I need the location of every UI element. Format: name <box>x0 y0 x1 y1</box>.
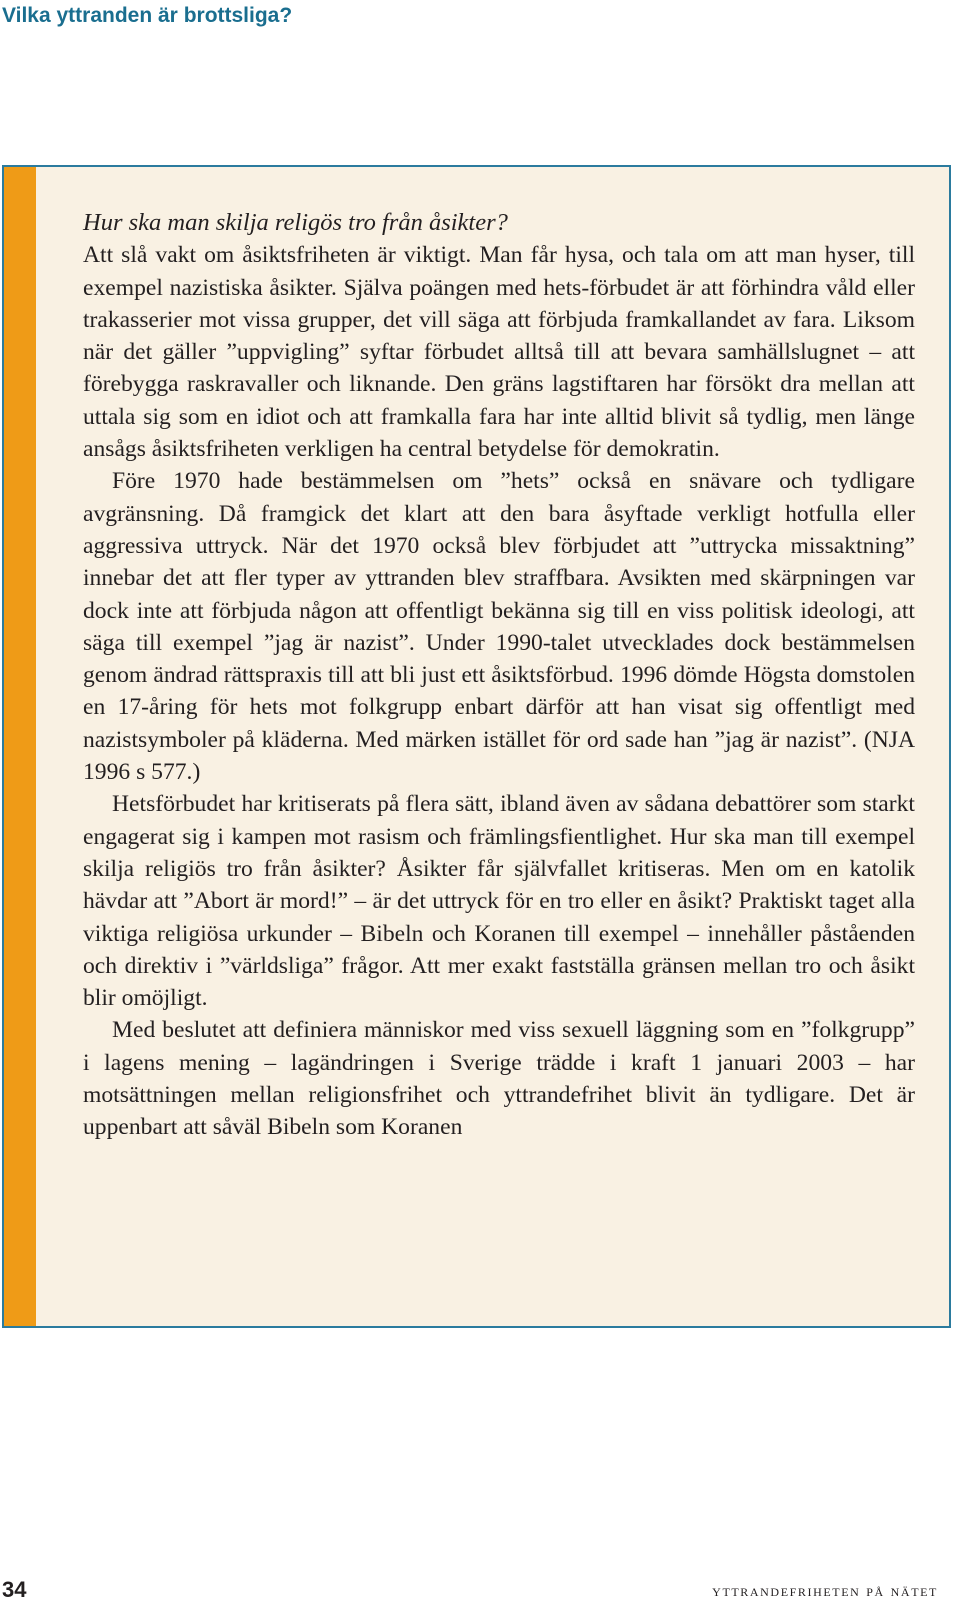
box-paragraph-3: Hetsförbudet har kritiserats på flera sätt, ibland även av sådana debattörer som starkt engagerat sig i kampen mot rasism och främlingsfientlighet. Hur ska man till exempel skilja religiös tro från åsikter? Åsikter får självfallet kritiseras. Men om en katolik hävdar att ”Abort är mord!” – är det uttryck för en tro eller en åsikt? Praktiskt taget alla viktiga religiösa urkunder – Bibeln och Koranen till exempel – innehåller påståenden och direktiv i ”världsliga” frågor. Att mer exakt fastställa gränsen mellan tro och åsikt blir omöjligt. <box>83 791 915 1012</box>
sidebar-box <box>2 165 951 1328</box>
box-paragraph-4: Med beslutet att definiera människor med viss sexuell läggning som en ”folkgrupp” i lagens mening – lagändringen i Sverige trädde i kraft 1 januari 2003 – har motsättningen mellan religionsfrihet och yttrandefrihet blivit än tydligare. Det är uppenbart att såväl Bibeln som Koranen <box>83 1017 915 1141</box>
running-footer: yttrandefriheten på nätet <box>712 1581 938 1600</box>
accent-bar <box>4 167 36 1326</box>
box-heading: Hur ska man skilja religös tro från åsikter? <box>83 209 508 236</box>
box-paragraph-2: Före 1970 hade bestämmelsen om ”hets” också en snävare och tydligare avgränsning. Då framgick det klart att den bara åsyftade verkligt hotfulla eller aggressiva uttryck. När det 1970 också blev förbjudet att ”uttrycka missaktning” innebar det att fler typer av yttranden blev straffbara. Avsikten med skärpningen var dock inte att förbjuda någon att offentligt bekänna sig till en viss politisk ideologi, att säga till exempel ”jag är nazist”. Under 1990-talet utvecklades dock bestämmelsen genom ändrad rättspraxis till att bli just ett åsiktsförbud. 1996 dömde Högsta domstolen en 17-åring för hets mot folkgrupp enbart därför att han visat sig offentligt med nazistsymboler på kläderna. Med märken istället för ord sade han ”jag är nazist”. (NJA 1996 s 577.) <box>83 468 915 786</box>
page-header-title: Vilka yttranden är brottsliga? <box>2 4 293 27</box>
page-number: 34 <box>2 1577 27 1602</box>
box-content <box>83 207 915 1144</box>
box-paragraph-1: Att slå vakt om åsiktsfriheten är viktigt. Man får hysa, och tala om att man hyser, till exempel nazistiska åsikter. Själva poängen med hets-förbudet är att förhindra våld eller trakasserier mot vissa grupper, det vill säga att förbjuda framkallandet av fara. Liksom när det gäller ”uppvigling” syftar förbudet alltså till att bevara samhällslugnet – att förebygga raskravaller och liknande. Den gräns lagstiftaren har försökt dra mellan att uttala sig som en idiot och att framkalla fara har inte alltid blivit så tydlig, men länge ansågs åsiktsfriheten verkligen ha central betydelse för demokratin. <box>83 242 915 463</box>
